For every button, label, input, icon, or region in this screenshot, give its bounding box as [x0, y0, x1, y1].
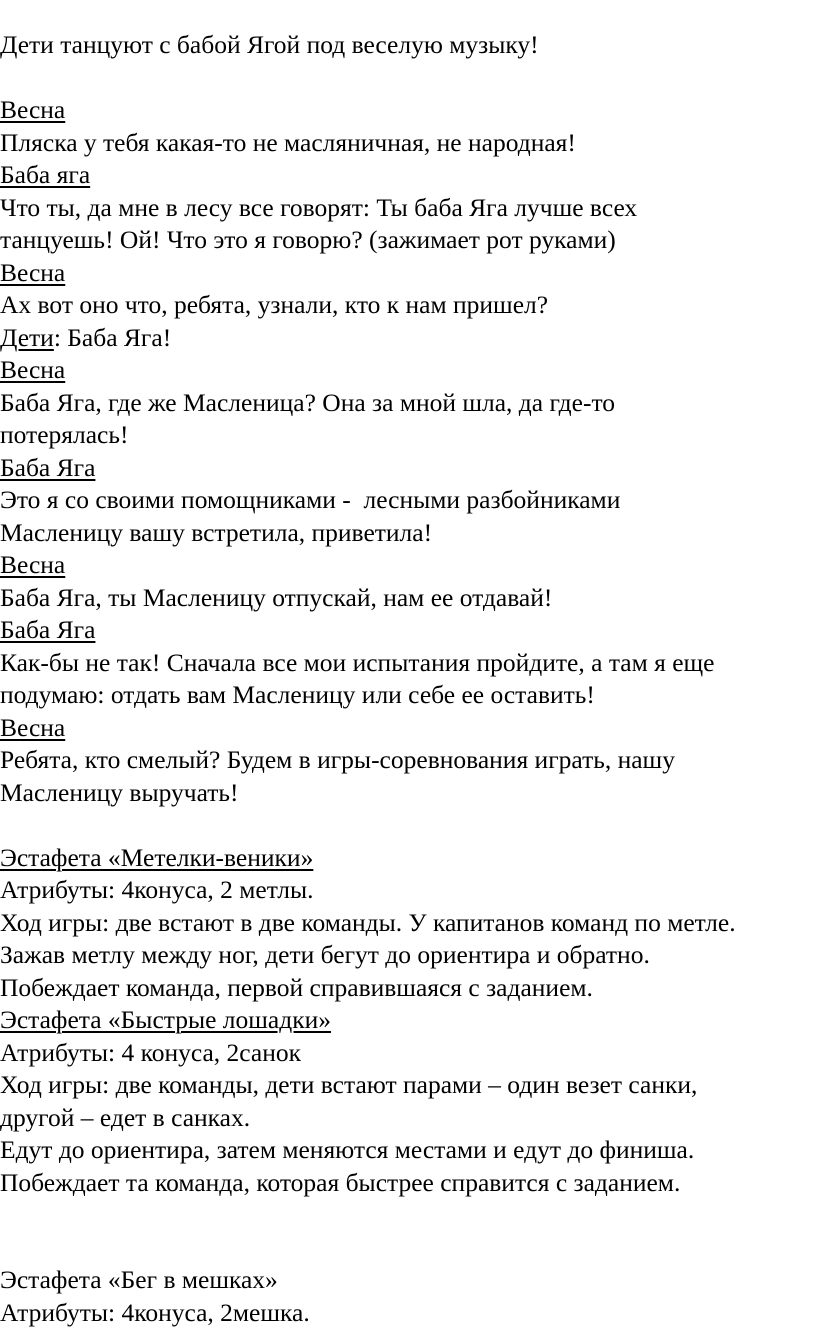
speaker-line — [0, 159, 816, 192]
relay-line: Атрибуты: 4конуса, 2 метлы. — [0, 874, 816, 907]
dialogue-line: Пляска у тебя какая-то не масляничная, не народная! — [0, 127, 816, 160]
relay-line: Зажав метлу между ног, дети бегут до ориентира и обратно. — [0, 939, 816, 972]
relay-title: Эстафета «Бег в мешках» — [0, 1265, 278, 1294]
speaker-name: Баба яга — [0, 160, 90, 189]
intro-line: Дети танцуют с бабой Ягой под веселую музыку! — [0, 29, 816, 62]
relay-line: Едут до ориентира, затем меняются местами и едут до финиша. — [0, 1134, 816, 1167]
dialogue-line: Баба Яга, ты Масленицу отпускай, нам ее отдавай! — [0, 582, 816, 615]
speaker-name: Баба Яга — [0, 615, 95, 644]
speaker-name: Весна — [0, 550, 65, 579]
speaker-inline-line — [0, 322, 816, 355]
blank-line — [0, 809, 816, 842]
blank-lines — [0, 1199, 816, 1264]
speaker-line — [0, 354, 816, 387]
speaker-name: Весна — [0, 713, 65, 742]
document-page — [0, 29, 816, 1329]
dialogue-line: Ах вот оно что, ребята, узнали, кто к нам пришел? — [0, 289, 816, 322]
speaker-line — [0, 614, 816, 647]
dialogue-line: подумаю: отдать вам Масленицу или себе ее оставить! — [0, 679, 816, 712]
speaker-line — [0, 94, 816, 127]
relay-line: Ход игры: две встают в две команды. У капитанов команд по метле. — [0, 907, 816, 940]
speaker-name: Весна — [0, 355, 65, 384]
relay-title: Эстафета «Быстрые лошадки» — [0, 1005, 331, 1034]
speaker-line — [0, 712, 816, 745]
dialogue-line: Баба Яга, где же Масленица? Она за мной шла, да где-то — [0, 387, 816, 420]
dialogue-line: Масленицу вашу встретила, приветила! — [0, 517, 816, 550]
dialogue-line: потерялась! — [0, 419, 816, 452]
dialogue-line: Масленицу выручать! — [0, 777, 816, 810]
speaker-line — [0, 257, 816, 290]
dialogue-line: Это я со своими помощниками - лесными разбойниками — [0, 484, 816, 517]
relay-line: Ход игры: две команды, дети встают парами – один везет санки, — [0, 1069, 816, 1102]
speaker-line — [0, 452, 816, 485]
dialogue-line: Как-бы не так! Сначала все мои испытания пройдите, а там я еще — [0, 647, 816, 680]
inline-reply: : Баба Яга! — [54, 323, 171, 352]
relay-line: Атрибуты: 4 конуса, 2санок — [0, 1037, 816, 1070]
relay-line: Атрибуты: 4конуса, 2мешка. — [0, 1297, 816, 1329]
speaker-name: Весна — [0, 95, 65, 124]
dialogue-line: Что ты, да мне в лесу все говорят: Ты баба Яга лучше всех — [0, 192, 816, 225]
relay-title-line — [0, 842, 816, 875]
relay-line: Побеждает команда, первой справившаяся с заданием. — [0, 972, 816, 1005]
relay-title-line — [0, 1264, 816, 1297]
dialogue-line: танцуешь! Ой! Что это я говорю? (зажимает рот руками) — [0, 224, 816, 257]
speaker-name: Весна — [0, 258, 65, 287]
speaker-name: Баба Яга — [0, 453, 95, 482]
relay-line: Побеждает та команда, которая быстрее справится с заданием. — [0, 1167, 816, 1200]
speaker-line — [0, 549, 816, 582]
relay-line: другой – едет в санках. — [0, 1102, 816, 1135]
speaker-name: Дети — [0, 323, 54, 352]
relay-title-line — [0, 1004, 816, 1037]
blank-line — [0, 62, 816, 95]
dialogue-line: Ребята, кто смелый? Будем в игры-соревнования играть, нашу — [0, 744, 816, 777]
relay-title: Эстафета «Метелки-веники» — [0, 843, 313, 872]
